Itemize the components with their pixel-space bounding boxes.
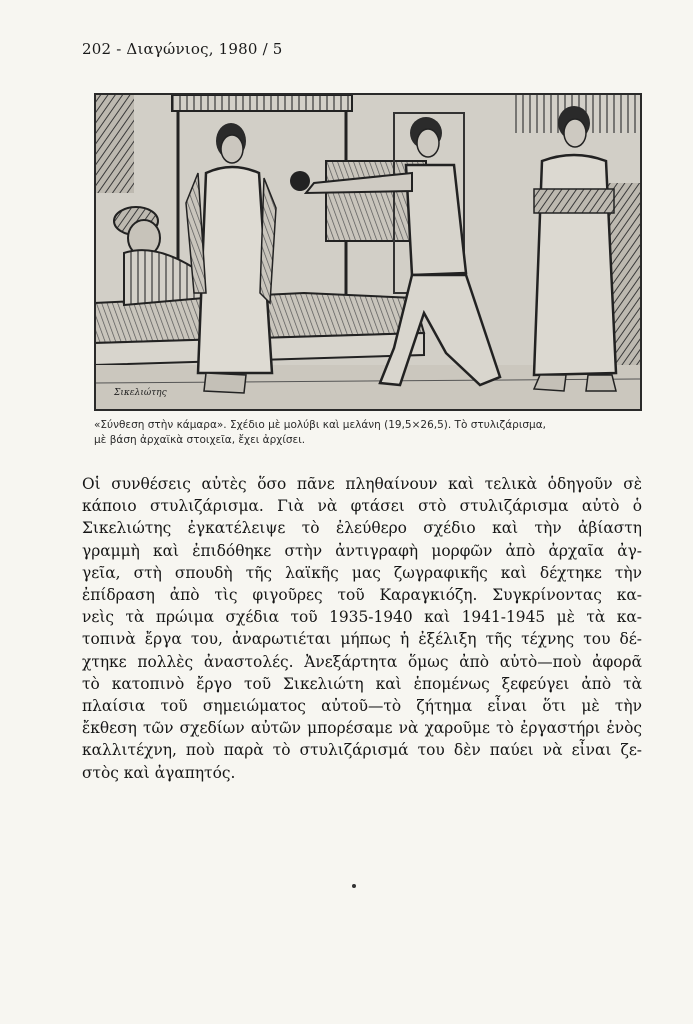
drawing-composition xyxy=(94,93,642,411)
body-line: χτηκε πολλὲς ἀναστολές. Ἀνεξάρτητα ὅμως ἀπὸ αὐτὸ—ποὺ ἀφορᾶ xyxy=(82,652,642,671)
running-head: 202 - Διαγώνιος, 1980 / 5 xyxy=(82,40,283,58)
body-line: τοπινὰ ἔργα του, ἀναρωτιέται μήπως ἡ ἐξέλιξη τῆς τέχνης του δέ- xyxy=(82,630,642,649)
body-line: τὸ κατοπινὸ ἔργο τοῦ Σικελιώτη καὶ ἑπομένως ξεφεύγει ἀπὸ τὰ xyxy=(82,674,642,693)
body-line: κάποιο στυλιζάρισμα. Γιὰ νὰ φτάσει στὸ στυλιζάρισμα αὐτὸ ὁ xyxy=(82,497,642,516)
body-line: πλαίσια τοῦ σημειώματος αὐτοῦ—τὸ ζήτημα εἶναι ὅτι μὲ τὴν xyxy=(82,697,642,716)
body-line: Οἱ συνθέσεις αὐτὲς ὅσο πᾶνε πληθαίνουν καὶ τελικὰ ὁδηγοῦν σὲ xyxy=(82,475,642,493)
artwork-figure xyxy=(94,93,642,411)
body-line: γεῖα, στὴ σπουδὴ τῆς λαϊκῆς μας ζωγραφικῆς καὶ δέχτηκε τὴν xyxy=(82,563,642,582)
body-line: Σικελιώτης ἐγκατέλειψε τὸ ἐλεύθερο σχέδιο καὶ τὴν ἀβίαστη xyxy=(82,519,642,538)
body-line: καλλιτέχνη, ποὺ παρὰ τὸ στυλιζάρισμά του δὲν παύει νὰ εἶναι ζε- xyxy=(82,741,642,760)
artist-signature: Σικελιώτης xyxy=(114,388,167,398)
body-paragraph xyxy=(82,473,642,784)
body-line: ἐπίδραση ἀπὸ τὶς φιγοῦρες τοῦ Καραγκιόζη. Συγκρίνοντας κα- xyxy=(82,586,642,605)
page-dot xyxy=(352,884,356,888)
caption-line: «Σύνθεση στὴν κάμαρα». Σχέδιο μὲ μολύβι καὶ μελάνη (19,5×26,5). Τὸ στυλιζάρισμα, xyxy=(94,419,546,431)
body-line: γραμμὴ καὶ ἐπιδόθηκε στὴν ἀντιγραφὴ μορφῶν ἀπὸ ἀρχαῖα ἀγ- xyxy=(82,541,642,560)
body-line: ἔκθεση τῶν σχεδίων αὐτῶν μπορέσαμε νὰ χαροῦμε τὸ ἐργαστήρι ἑνὸς xyxy=(82,719,642,738)
body-line: νεὶς τὰ πρώιμα σχέδια τοῦ 1935-1940 καὶ 1941-1945 μὲ τὰ κα- xyxy=(82,608,642,627)
body-line: στὸς καὶ ἀγαπητός. xyxy=(82,763,236,782)
figure-caption xyxy=(94,418,642,448)
caption-line: μὲ βάση ἀρχαϊκὰ στοιχεῖα, ἔχει ἀρχίσει. xyxy=(94,434,306,446)
